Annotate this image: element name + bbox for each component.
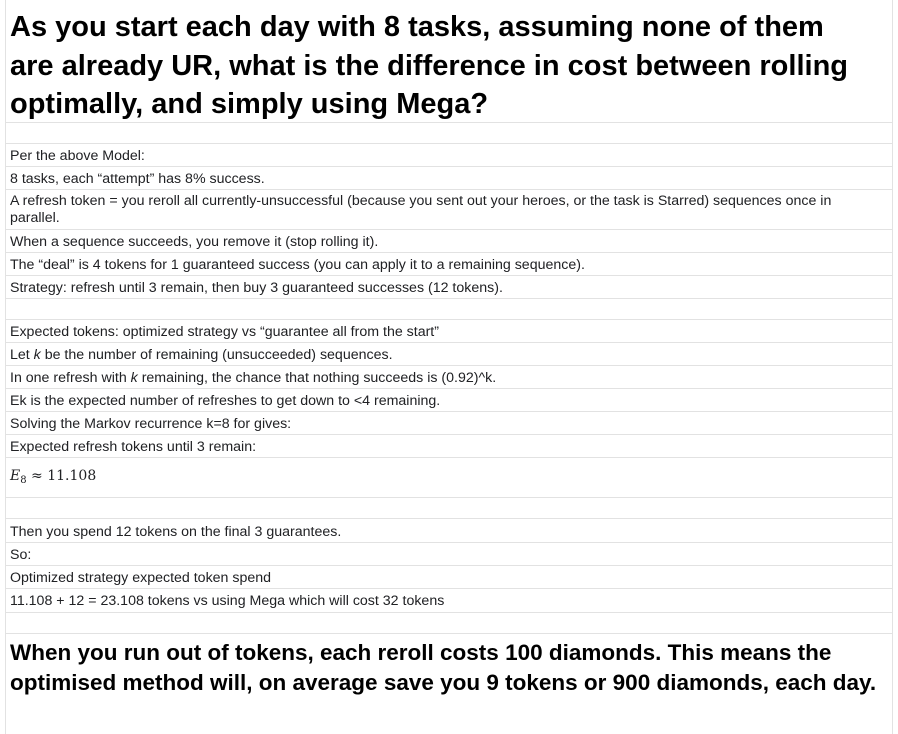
cell-model-intro[interactable] (5, 144, 893, 167)
cell-success[interactable] (5, 230, 893, 253)
ek-text: Ek is the expected number of refreshes to get down to <4 remaining. (10, 393, 441, 409)
cell-let-k[interactable] (5, 343, 893, 366)
blank-row[interactable] (5, 613, 893, 634)
formula-value: ≈ 11.108 (26, 468, 97, 484)
cell-ek[interactable] (5, 389, 893, 412)
formula (10, 468, 96, 484)
model-tasks-text: 8 tasks, each “attempt” has 8% success. (10, 171, 265, 187)
one-refresh-suffix: remaining, the chance that nothing succeeds is (0.92)^k. (137, 370, 497, 386)
cell-expected-heading[interactable] (5, 320, 893, 343)
formula-variable: E (10, 468, 21, 484)
cell-model-tasks[interactable] (5, 167, 893, 190)
blank-row[interactable] (5, 498, 893, 519)
let-k-suffix: be the number of remaining (unsucceeded) sequences. (40, 347, 393, 363)
title-cell[interactable] (5, 0, 893, 123)
spend-text: Then you spend 12 tokens on the final 3 guarantees. (10, 524, 342, 540)
conclusion-text: When you run out of tokens, each reroll costs 100 diamonds. This means the optimised method will, on average save you 9 tokens or 900 diamonds, each day. (10, 640, 877, 695)
let-k-variable: k (33, 347, 41, 363)
cell-refresh-token[interactable] (5, 190, 893, 230)
blank-row[interactable] (5, 299, 893, 320)
cell-spend[interactable] (5, 519, 893, 543)
formula-subscript: 8 (20, 475, 27, 486)
cell-deal[interactable] (5, 253, 893, 276)
cell-one-refresh[interactable] (5, 366, 893, 389)
until-text: Expected refresh tokens until 3 remain: (10, 439, 257, 455)
cell-conclusion[interactable] (5, 634, 893, 734)
optimized-label-text: Optimized strategy expected token spend (10, 570, 272, 586)
calc-text: 11.108 + 12 = 23.108 tokens vs using Mega which will cost 32 tokens (10, 593, 445, 609)
deal-text: The “deal” is 4 tokens for 1 guaranteed success (you can apply it to a remaining sequence). (10, 257, 585, 273)
cell-strategy[interactable] (5, 276, 893, 299)
cell-so[interactable] (5, 543, 893, 566)
one-refresh-variable: k (130, 370, 138, 386)
let-k-prefix: Let (10, 347, 34, 363)
column-edge (892, 0, 898, 734)
one-refresh-prefix: In one refresh with (10, 370, 131, 386)
cell-label[interactable] (5, 566, 893, 589)
cell-formula[interactable] (5, 458, 893, 498)
expected-heading-text: Expected tokens: optimized strategy vs “guarantee all from the start” (10, 324, 439, 340)
model-intro-text: Per the above Model: (10, 148, 145, 164)
so-text: So: (10, 547, 32, 563)
cell-until[interactable] (5, 435, 893, 458)
cell-calc[interactable] (5, 589, 893, 613)
refresh-token-text: A refresh token = you reroll all currently-unsuccessful (because you sent out your heroes, or the task is Starred) sequences once in parallel. (10, 193, 832, 226)
blank-row[interactable] (5, 123, 893, 144)
page-title: As you start each day with 8 tasks, assuming none of them are already UR, what is the difference in cost between rolling optimally, and simply using Mega? (10, 11, 848, 120)
cell-markov[interactable] (5, 412, 893, 435)
markov-text: Solving the Markov recurrence k=8 for gives: (10, 416, 292, 432)
strategy-text: Strategy: refresh until 3 remain, then buy 3 guaranteed successes (12 tokens). (10, 280, 503, 296)
success-text: When a sequence succeeds, you remove it (stop rolling it). (10, 234, 379, 250)
